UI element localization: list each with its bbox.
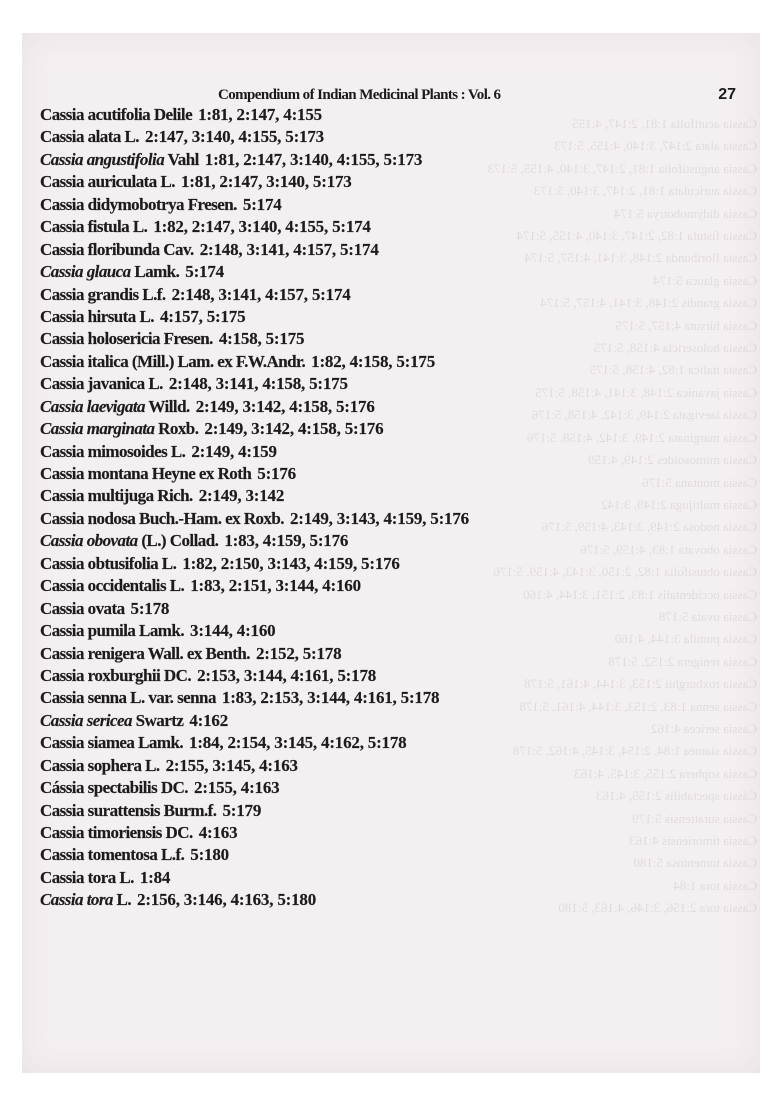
- plant-author: L.: [144, 374, 163, 394]
- index-entry: [40, 104, 469, 126]
- index-entry: [40, 396, 469, 418]
- index-entry: [40, 373, 469, 395]
- plant-name: Cassia floribunda: [40, 239, 160, 259]
- plant-name: Cassia obtusifolia: [40, 553, 159, 573]
- plant-name: Cassia italica: [40, 351, 129, 371]
- index-entry: [40, 665, 469, 687]
- index-entry: [40, 126, 469, 148]
- volume-page-references: 2:149, 3:142, 4:158, 5:176: [204, 419, 384, 439]
- index-entry: [40, 553, 469, 575]
- volume-page-references: 2:148, 3:141, 4:157, 5:174: [199, 239, 379, 259]
- index-entry: [40, 508, 469, 530]
- plant-author: L.: [112, 890, 132, 910]
- index-entry: [40, 598, 469, 620]
- index-entry: [40, 284, 469, 306]
- plant-name: Cassia angustifolia: [40, 149, 165, 169]
- index-entry: [40, 732, 469, 754]
- index-entry: [40, 687, 469, 709]
- plant-author: L.: [158, 553, 177, 573]
- plant-author: Delile: [150, 105, 193, 124]
- index-entry: [40, 844, 469, 866]
- plant-author: Buch.-Ham. ex Roxb.: [135, 508, 284, 528]
- plant-name: Cassia laevigata: [40, 396, 146, 416]
- book-page: [22, 33, 760, 1073]
- index-entry: [40, 800, 469, 822]
- plant-name: Cassia senna: [40, 688, 127, 708]
- plant-author: L.f.: [157, 845, 185, 865]
- plant-index-list: [40, 104, 469, 912]
- plant-name: Cassia sophera: [40, 755, 142, 775]
- plant-name: Cassia siamea: [40, 733, 135, 753]
- index-entry: [40, 216, 469, 238]
- plant-author: Heyne ex Roth: [148, 464, 252, 483]
- plant-author: Fresen.: [159, 329, 213, 349]
- plant-name: Cassia ovata: [40, 598, 125, 618]
- index-entry: [40, 822, 469, 844]
- volume-page-references: 2:149, 3:142, 4:158, 5:176: [195, 396, 375, 416]
- plant-author: Willd.: [145, 396, 190, 416]
- plant-name: Cassia occidentalis: [40, 576, 167, 596]
- volume-page-references: 2:149, 4:159: [191, 441, 277, 461]
- plant-name: Cassia grandis: [40, 284, 139, 304]
- volume-page-references: 2:148, 3:141, 4:158, 5:175: [168, 374, 348, 394]
- volume-page-references: 1:83, 2:153, 3:144, 4:161, 5:178: [221, 688, 440, 708]
- index-entry: [40, 777, 469, 799]
- volume-page-references: 1:81, 2:147, 3:140, 5:173: [180, 172, 352, 192]
- volume-page-references: 5:178: [130, 598, 170, 618]
- plant-name: Cassia hirsuta: [40, 306, 136, 326]
- plant-author: L.: [115, 867, 134, 887]
- plant-author: DC.: [160, 665, 192, 685]
- plant-name: Cassia surattensis: [40, 800, 160, 820]
- plant-author: L.: [120, 127, 139, 147]
- index-entry: [40, 530, 469, 552]
- plant-name: Cassia alata: [40, 127, 121, 147]
- plant-author: L.: [166, 576, 185, 596]
- volume-page-references: 5:176: [257, 464, 296, 483]
- volume-page-references: 1:83, 2:151, 3:144, 4:160: [190, 576, 361, 596]
- plant-author: L.: [167, 441, 186, 461]
- plant-author: Vahl: [164, 149, 199, 169]
- index-entry: [40, 867, 469, 889]
- volume-page-references: 4:162: [189, 710, 228, 730]
- index-entry: [40, 149, 469, 171]
- volume-page-references: 4:158, 5:175: [218, 329, 305, 349]
- plant-author: DC.: [157, 778, 189, 798]
- index-entry: [40, 575, 469, 597]
- index-entry: [40, 463, 469, 485]
- plant-name: Cássia spectabilis: [40, 778, 158, 798]
- plant-name: Cassia marginata: [40, 419, 155, 439]
- plant-author: Lamk.: [135, 621, 185, 641]
- reverse-side-show-through: Cassia acutifolia 1:81, 2:147, 4:155 Cassia alata 2:147, 3:140, 4:155, 5:173 Cassia angustifolia 1:81, 2:147, 3:140, 4:155, 5:173 Cassia auriculata 1:81, 2:147, 3:140, 5:173 Cassia didymobotrya 5:174 Cassia fistula 1:82, 2:147, 3:140, 4:155, 5:174 Cassia floribunda 2:148, 3:141, 4:157, 5:174 Cassia glauca 5:174 Cassia grandis 2:148, 3:141, 4:157, 5:174 Cassia hirsuta 4:157, 5:175 Cassia holosericia 4:158, 5:175 Cassia italica 1:82, 4:158, 5:175 Cassia javanica 2:148, 3:141, 4:158, 5:175 Cassia laevigata 2:149, 3:142, 4:158, 5:176 Cassia marginata 2:149, 3:142, 4:158, 5:176 Cassia mimosoides 2:149, 4:159 Cassia montana 5:176 Cassia multijuga 2:149, 3:142 Cassia nodosa 2:149, 3:143, 4:159, 5:176 Cassia obovata 1:83, 4:159, 5:176 Cassia obtusifolia 1:82, 2:150, 3:143, 4:159, 5:176 Cassia occidentalis 1:83, 2:151, 3:144, 4:160 Cassia ovata 5:178 Cassia pumila 3:144, 4:160 Cassia renigera 2:152, 5:178 Cassia roxburghii 2:153, 3:144, 4:161, 5:178 Cassia senna 1:83, 2:153, 3:144, 4:161, 5:178 Cassia sericea 4:162 Cassia siamea 1:84, 2:154, 3:145, 4:162, 5:178 Cassia sophera 2:155, 3:145, 4:163 Cássia spectabilis 2:155, 4:163 Cassia surattensis 5:179 Cassia timoriensis 4:163 Cassia tomentosa 5:180 Cassia tora 1:84 Cassia tora 2:156, 3:146, 4:163, 5:180: [487, 116, 757, 916]
- index-entry: [40, 328, 469, 350]
- plant-name: Cassia acutifolia: [40, 105, 151, 124]
- index-entry: [40, 620, 469, 642]
- volume-page-references: 1:81, 2:147, 3:140, 4:155, 5:173: [204, 149, 423, 169]
- plant-name: Cassia montana: [40, 464, 149, 483]
- page-number: 27: [718, 86, 736, 103]
- index-entry: [40, 306, 469, 328]
- volume-page-references: 2:155, 3:145, 4:163: [165, 755, 298, 775]
- plant-name: Cassia tora: [40, 890, 113, 910]
- volume-page-references: 1:82, 2:150, 3:143, 4:159, 5:176: [182, 553, 400, 573]
- plant-author: Cav.: [159, 239, 194, 259]
- plant-author: Wall. ex Benth.: [144, 643, 250, 663]
- volume-page-references: 5:174: [185, 262, 224, 282]
- volume-page-references: 2:149, 3:143, 4:159, 5:176: [289, 508, 469, 528]
- plant-name: Cassia sericea: [40, 710, 132, 730]
- volume-page-references: 2:149, 3:142: [198, 486, 285, 506]
- volume-page-references: 2:152, 5:178: [255, 643, 342, 663]
- volume-page-references: 1:83, 4:159, 5:176: [224, 531, 349, 551]
- plant-author: (L.) Collad.: [137, 531, 219, 551]
- plant-author: Burm.f.: [159, 800, 217, 820]
- volume-page-references: 1:84: [139, 867, 171, 887]
- plant-author: Swartz: [131, 710, 184, 730]
- index-entry: [40, 643, 469, 665]
- volume-page-references: 1:82, 2:147, 3:140, 4:155, 5:174: [153, 217, 371, 237]
- plant-name: Cassia roxburghii: [40, 665, 161, 685]
- index-entry: [40, 418, 469, 440]
- volume-page-references: 2:147, 3:140, 4:155, 5:173: [144, 127, 324, 147]
- volume-page-references: 2:153, 3:144, 4:161, 5:178: [197, 665, 377, 685]
- volume-page-references: 5:180: [190, 845, 229, 865]
- volume-page-references: 1:84, 2:154, 3:145, 4:162, 5:178: [189, 733, 407, 753]
- plant-author: Rich.: [153, 486, 193, 506]
- plant-name: Cassia timoriensis: [40, 823, 162, 842]
- volume-page-references: 1:82, 4:158, 5:175: [311, 351, 436, 371]
- volume-page-references: 1:81, 2:147, 4:155: [198, 105, 322, 124]
- plant-author: Roxb.: [154, 419, 199, 439]
- plant-name: Cassia renigera: [40, 643, 145, 663]
- plant-name: Cassia multijuga: [40, 486, 154, 506]
- plant-name: Cassia tora: [40, 867, 116, 887]
- volume-page-references: 3:144, 4:160: [190, 621, 276, 641]
- running-title: Compendium of Indian Medicinal Plants : Vol. 6: [218, 87, 501, 103]
- index-entry: [40, 441, 469, 463]
- plant-name: Cassia didymobotrya: [40, 194, 184, 214]
- plant-name: Cassia obovata: [40, 531, 138, 551]
- volume-page-references: 4:157, 5:175: [159, 306, 246, 326]
- volume-page-references: 2:155, 4:163: [194, 778, 280, 798]
- plant-author: L.: [129, 217, 148, 237]
- index-entry: [40, 194, 469, 216]
- plant-name: Cassia fistula: [40, 217, 130, 237]
- volume-page-references: 5:174: [242, 194, 282, 214]
- volume-page-references: 5:179: [222, 800, 262, 820]
- index-entry: [40, 171, 469, 193]
- volume-page-references: 4:163: [198, 823, 238, 842]
- plant-name: Cassia tomentosa: [40, 845, 158, 865]
- plant-name: Cassia holosericia: [40, 329, 160, 349]
- plant-author: L.f.: [138, 284, 166, 304]
- plant-author: L.: [156, 172, 175, 192]
- plant-author: Fresen.: [184, 194, 237, 214]
- plant-name: Cassia javanica: [40, 374, 145, 394]
- plant-name: Cassia pumila: [40, 621, 136, 641]
- plant-author: (Mill.) Lam. ex F.W.Andr.: [128, 351, 306, 371]
- index-entry: [40, 239, 469, 261]
- index-entry: [40, 755, 469, 777]
- plant-author: L.: [135, 306, 154, 326]
- index-entry: [40, 351, 469, 373]
- plant-name: Cassia glauca: [40, 262, 131, 282]
- index-entry: [40, 261, 469, 283]
- index-entry: [40, 485, 469, 507]
- plant-name: Cassia nodosa: [40, 508, 136, 528]
- volume-page-references: 2:148, 3:141, 4:157, 5:174: [171, 284, 351, 304]
- plant-name: Cassia auriculata: [40, 172, 157, 192]
- plant-author: Lamk.: [134, 733, 184, 753]
- plant-author: DC.: [161, 823, 193, 842]
- plant-author: L.: [141, 755, 160, 775]
- index-entry: [40, 710, 469, 732]
- plant-name: Cassia mimosoides: [40, 441, 168, 461]
- index-entry: [40, 889, 469, 911]
- plant-author: Lamk.: [130, 262, 180, 282]
- plant-author: L. var. senna: [126, 688, 216, 708]
- volume-page-references: 2:156, 3:146, 4:163, 5:180: [137, 890, 316, 910]
